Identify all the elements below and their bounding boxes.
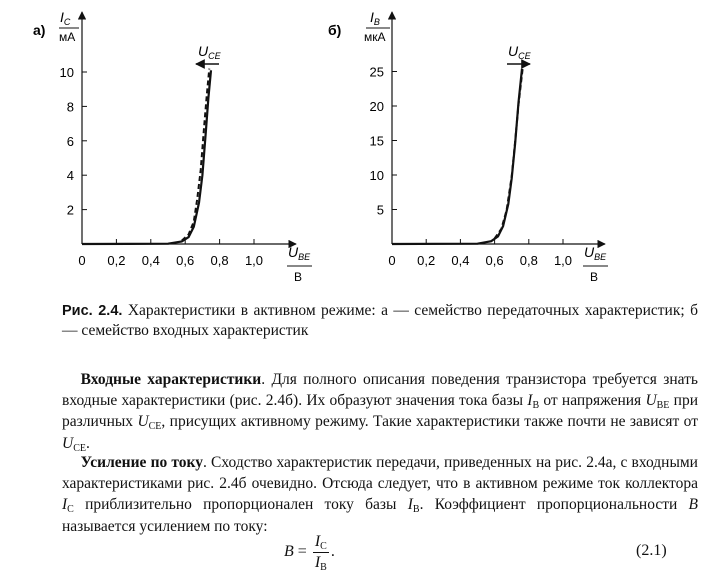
panel-a-y-ticks <box>60 65 87 218</box>
panel-b-x-tick-label: 1,0 <box>553 253 573 268</box>
panel-b-curve-solid <box>392 69 522 244</box>
panel-a-y-tick-label: 6 <box>66 133 74 149</box>
panel-a-x-tick-label: 0,2 <box>107 253 126 268</box>
panel-b-x-tick-label: 0,2 <box>417 253 436 268</box>
panel-b-x-tick-label: 0,8 <box>519 253 538 268</box>
panel-b-y-tick-label: 5 <box>376 202 384 218</box>
panel-a-y-unit: мА <box>59 30 76 44</box>
paragraph-heading: Входные характеристики <box>80 371 262 388</box>
equation-numerator: $I_C$ <box>314 532 327 552</box>
panel-a-x-tick-label: 0,6 <box>176 253 195 268</box>
panel-b-y-symbol: $I_B$ <box>370 9 380 27</box>
paragraph-input-characteristics: Входные характеристики. Для полного описания поведения транзистора требуется знать входные характеристики (рис. 2.4б). Их образуют значения тока базы $I_B$ от напряжения $U_{BE}$ при различных $U_{CE}$, присущих активному режиму. Такие характеристики также почти не зависят от $U_{CE}$. <box>62 371 699 454</box>
caption-text: Характеристики в активном режиме: а — семейство передаточных характеристик; б — семейство входных характеристик <box>62 302 698 339</box>
panel-b-y-tick-label: 20 <box>369 99 384 114</box>
panel-b-y-unit: мкА <box>364 30 386 44</box>
panel-b-x-tick-label: 0 <box>388 253 396 268</box>
panel-a-x-tick-label: 1,0 <box>244 253 264 268</box>
panel-b-y-tick-label: 10 <box>369 168 384 183</box>
panel-b-label: б) <box>328 22 342 38</box>
equation-2-1 <box>284 530 335 574</box>
panel-a-label: а) <box>33 22 46 38</box>
chart-panel-a <box>33 9 312 284</box>
panel-b-y-tick-label: 15 <box>369 133 384 149</box>
panel-b-x-symbol: $U_{BE}$ <box>584 244 607 262</box>
panel-a-x-unit: В <box>294 270 303 284</box>
equation-tail: . <box>330 543 335 560</box>
figure-caption <box>62 301 698 341</box>
panel-a-x-tick-label: 0 <box>78 253 86 268</box>
equation-number: (2.1) <box>636 542 667 559</box>
panel-a-x-tick-label: 0,4 <box>141 253 160 268</box>
panel-b-y-tick-label: 25 <box>369 64 384 80</box>
equation-lhs: B <box>284 543 294 560</box>
caption-label: Рис. 2.4. <box>62 303 123 319</box>
panel-b-x-unit: В <box>590 270 599 284</box>
panel-a-curve-solid <box>82 70 211 244</box>
chart-panel-b <box>328 9 608 284</box>
panel-a-x-symbol: $U_{BE}$ <box>288 244 311 262</box>
panel-a-y-tick-label: 8 <box>66 99 74 115</box>
panel-b-x-tick-label: 0,4 <box>451 253 470 268</box>
equation-denominator: $I_B$ <box>314 553 327 573</box>
panel-b-curve-label: $U_{CE}$ <box>508 43 531 61</box>
equation-equals: = <box>293 543 311 560</box>
paragraph-current-gain: Усиление по току. Сходство характеристик передачи, приведенных на рис. 2.4а, с входными характеристиками рис. 2.4б очевидно. Отсюда следует, что в активном режиме ток коллектора $I_C$ приблизительно пропорционален току базы $I_B$. Коэффициент пропорциональности B называется усилением по току: <box>62 454 698 535</box>
equation-fraction <box>313 533 329 572</box>
panel-a-y-symbol: $I_C$ <box>60 9 71 27</box>
panel-a-y-tick-label: 10 <box>59 65 74 80</box>
panel-b-y-ticks <box>370 65 397 218</box>
panel-b-x-tick-label: 0,6 <box>485 253 504 268</box>
paragraph-heading: Усиление по току <box>80 454 204 471</box>
panel-a-curve-label: $U_{CE}$ <box>198 43 221 61</box>
panel-a-y-tick-label: 2 <box>66 202 74 218</box>
panel-a-x-tick-label: 0,8 <box>210 253 229 268</box>
panel-a-y-tick-label: 4 <box>66 168 74 184</box>
